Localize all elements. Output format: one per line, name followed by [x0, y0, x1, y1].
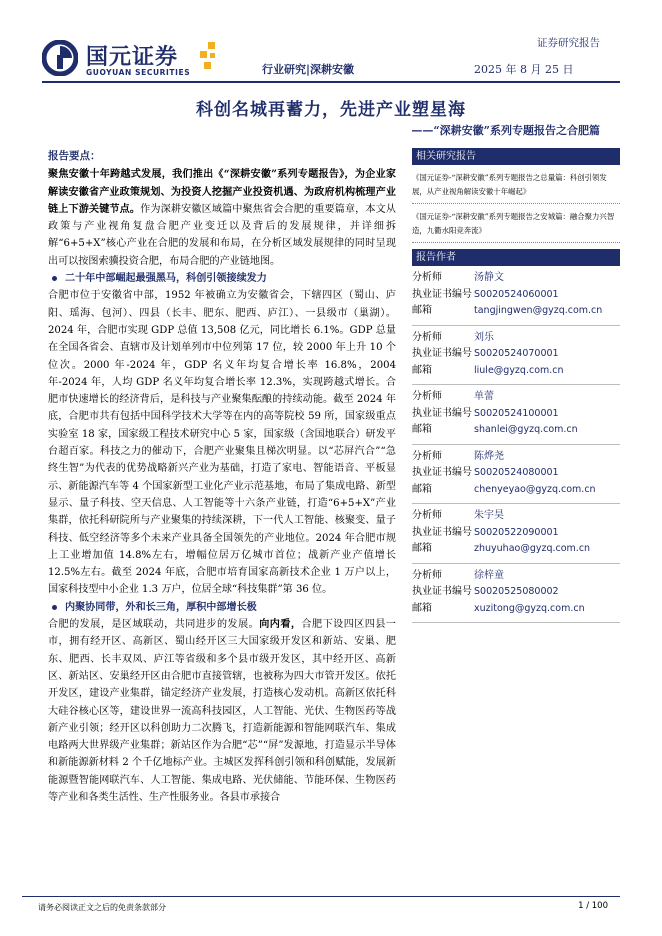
analyst-name: 陈烨尧	[474, 450, 504, 462]
related-report-link[interactable]: 《国元证券-“深耕安徽”系列专题报告之安城篇：融合聚力兴智造，九衢水阳竞奔流》	[412, 212, 615, 235]
analyst-block	[412, 568, 620, 618]
analyst-email[interactable]: tangjingwen@gyzq.com.cn	[474, 305, 603, 316]
authors-heading: 报告作者	[412, 249, 620, 266]
company-logo	[42, 40, 222, 82]
section-bullet-1-text: 二十年中部崛起最强黑马，科创引领接续发力	[65, 273, 267, 285]
analyst-block	[412, 449, 620, 499]
analyst-divider	[412, 444, 620, 445]
section-bullet-2-text: 内聚协同带，外和长三角，厚积中部增长极	[65, 601, 257, 613]
analyst-name: 汤静文	[474, 272, 504, 283]
analyst-block	[412, 508, 620, 558]
report-category: 行业研究|深耕安徽	[262, 63, 355, 76]
email-label: 邮箱	[412, 543, 432, 554]
analyst-label: 分析师	[412, 272, 442, 283]
cert-label: 执业证书编号	[412, 467, 472, 478]
header-divider	[42, 81, 620, 83]
report-subtitle: ——“深耕安徽”系列专题报告之合肥篇	[411, 124, 600, 137]
email-label: 邮箱	[412, 602, 432, 614]
footer-disclaimer: 请务必阅读正文之后的免责条款部分	[38, 903, 166, 912]
paragraph-1: 合肥市位于安徽省中部，1952 年被确立为安徽省会，下辖四区（蜀山、庐阳、瑶海、包河）、四县（长丰、肥东、肥西、庐江）、一县级市（巢湖）。2024 年，合肥市实现 GDP 总值 13,508 亿元，同比增长 6.1%。GDP 总量在全国各省会、直辖市及计划单列市中位列第 17 位，较 2000 年上升 10 个位次。2000 年-2024 年，GDP 名义年均复合增长率 16.8%，2004 年-2024 年，人均 GDP 名义年均复合增长率 12.3%，实现跨越式增长。合肥市快速增长的经济背后，是科技与产业聚集酝酿的持续动能。截至 2024 年底，合肥市共有包括中国科学技术大学等在内的高等院校 59 所，国家级重点实验室 18 家，国家级工程技术研究中心 5 家，国家级（含国地联合）研发平台超百家。科技之力的催动下，合肥产业聚集且梯次明显。以“芯屏汽合”“急终生智”为代表的优势战略新兴产业为基础，打造了家电、智能语音、平板显示、新能源汽车等 4 个国家新型工业化产业示范基地，布局了集成电路、新型显示、量子科技、空天信息、人工智能等十六条产业链，打造“6+5+X”产业集群，依托科研院所与产业聚集的持续深耕，下一代人工智能、核聚变、量子科技、低空经济等多个未来产业具备全国领先的产业地位。2024 年合肥市规上工业增加值 14.8%左右，增幅位居万亿城市首位；战新产业产值增长 12.5%左右。截至 2024 年底，合肥市培育国家高新技术企业 1 万户以上，国家科技型中小企业 1.3 万户，位居全球“科技集群”第 36 位。	[48, 290, 396, 596]
analyst-name: 刘乐	[474, 331, 494, 343]
section-bullet-1	[48, 270, 396, 287]
summary-intro	[48, 166, 396, 270]
footer-divider	[22, 896, 620, 897]
paragraph-2-rest: 合肥下设四区四县一市，拥有经开区、高新区、蜀山经开区三大国家级开发区和新站、安巢、肥东、肥西、长丰双凤、庐江等省级和多个县市级开发区，其中经开区、高新区、新站区、安巢经开区由合肥市直接管辖，也被称为四大市管开发区。依托开发区，建设产业集群，锚定经济产业发展，打造核心发动机。高新区依托科大硅谷核心区等，建设世界一流高科技园区，人工智能、光伏、生物医药等战新产业引领；经开区以科创助力二次腾飞，打造新能源和智能网联汽车、集成电路两大世界级产业集群；新站区作为合肥“芯”“屏”发源地，打造显示半导体和新能源新材料 2 个千亿地标产业。主城区发挥科创引领和科创赋能，发展新能源暨智能网联汽车、人工智能、集成电路、光伏储能、节能环保、生物医药等产业和各类生活性、生产性服务业。各县市承接合	[48, 619, 397, 803]
analyst-cert: S0020522090001	[474, 526, 559, 538]
email-label: 邮箱	[412, 305, 432, 316]
analyst-divider	[412, 503, 620, 504]
related-report-link[interactable]: 《国元证券-“深耕安徽”系列专题报告之总量篇：科创引领发展，从产业视角解读安徽十年崛起》	[412, 173, 607, 196]
email-label: 邮箱	[412, 364, 432, 376]
logo-emblem-icon	[42, 40, 78, 76]
analyst-cert: S0020524100001	[474, 407, 559, 419]
analyst-divider	[412, 622, 620, 623]
analyst-label: 分析师	[412, 331, 442, 343]
analyst-block	[412, 330, 620, 380]
analyst-label: 分析师	[412, 510, 442, 521]
analyst-cert: S0020525080002	[474, 586, 559, 597]
analyst-label: 分析师	[412, 569, 442, 581]
analyst-cert: S0020524070001	[474, 348, 559, 359]
summary-heading: 报告要点：	[48, 150, 101, 162]
section-bullet-2	[48, 599, 396, 616]
related-divider	[412, 203, 620, 204]
paragraph-2-bold: 向内看，	[259, 619, 302, 631]
logo-text-cn: 国元证券	[86, 45, 179, 70]
analyst-email[interactable]: shanlei@gyzq.com.cn	[474, 424, 578, 435]
related-divider	[412, 242, 620, 243]
cert-label: 执业证书编号	[412, 288, 472, 300]
analyst-name: 单蕾	[474, 391, 494, 402]
report-title: 科创名城再蓄力，先进产业塑星海	[196, 100, 466, 120]
summary-intro-bold: 聚焦安徽十年跨越式发展，我们推出《“深耕安徽”系列专题报告》，为企业家解读安徽省产业政策规划、为投资人挖掘产业投资机遇、为政府机构梳理产业链上下游关键节点。	[48, 169, 396, 215]
analyst-block	[412, 270, 620, 320]
report-type: 证券研究报告	[537, 37, 600, 49]
cert-label: 执业证书编号	[412, 407, 472, 419]
bullet-dot-icon	[52, 605, 57, 610]
analyst-divider	[412, 325, 620, 326]
sidebar	[412, 148, 620, 627]
analyst-cert: S0020524080001	[474, 467, 559, 478]
report-date: 2025 年 8 月 25 日	[474, 63, 574, 76]
cert-label: 执业证书编号	[412, 586, 472, 597]
cert-label: 执业证书编号	[412, 348, 472, 359]
analyst-divider	[412, 384, 620, 385]
email-label: 邮箱	[412, 483, 432, 495]
related-reports-heading: 相关研究报告	[412, 148, 620, 165]
analyst-name: 朱宇昊	[474, 510, 504, 521]
logo-text-en: GUOYUAN SECURITIES	[86, 68, 191, 77]
analyst-block	[412, 389, 620, 439]
analyst-email[interactable]: zhuyuhao@gyzq.com.cn	[474, 543, 591, 554]
analyst-cert: S0020524060001	[474, 288, 559, 300]
report-summary	[48, 148, 396, 806]
analyst-email[interactable]: xuzitong@gyzq.com.cn	[474, 602, 585, 614]
analyst-label: 分析师	[412, 450, 442, 462]
page-number: 1 / 100	[578, 901, 608, 911]
logo-squares-icon	[196, 42, 222, 72]
analyst-divider	[412, 563, 620, 564]
analyst-email[interactable]: liule@gyzq.com.cn	[474, 364, 564, 376]
paragraph-2-start: 合肥的发展，是区域联动，共同进步的发展。	[48, 619, 260, 631]
analyst-label: 分析师	[412, 391, 442, 402]
paragraph-2	[48, 616, 396, 806]
email-label: 邮箱	[412, 424, 432, 435]
analyst-name: 徐梓童	[474, 569, 504, 581]
summary-intro-rest: 作为深耕安徽区域篇中聚焦省会合肥的重要篇章，本文从政策与产业视角复盘合肥产业变迁以及背后的发展规律，并详细拆解“6+5+X”核心产业在合肥的发展和布局，在分析区域发展规律的同时呈现出可以按图索骥投资合肥，布局合肥的产业链地图。	[48, 203, 396, 267]
cert-label: 执业证书编号	[412, 526, 472, 538]
bullet-dot-icon	[52, 276, 57, 281]
analyst-email[interactable]: chenyeyao@gyzq.com.cn	[474, 483, 596, 495]
